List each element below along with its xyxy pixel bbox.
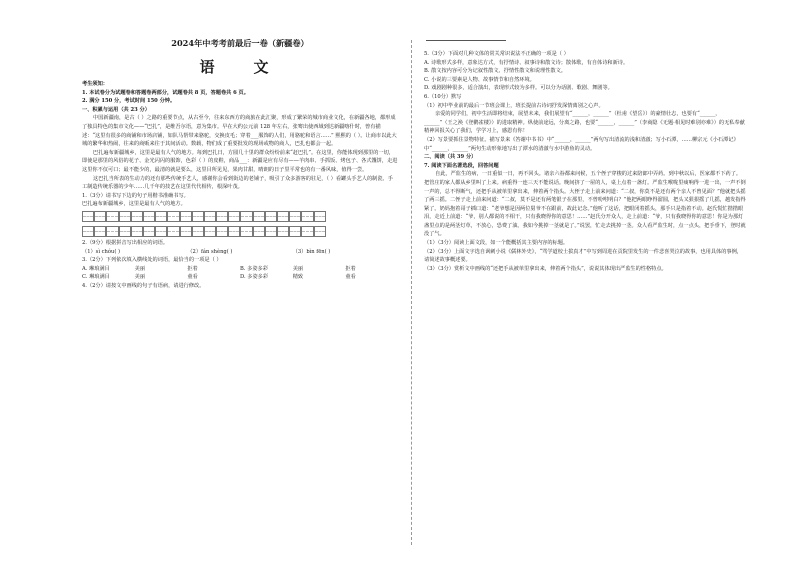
passage-paragraph-2: 巴扎遍布新疆城乡，这里是最有人气的地方。每到巴扎日，方圆几十里的群众纷纷前来“赶巴扎”。在这里，你能体现到那里的一切，即使是那里的风俗的花子、金光闪闪的服饰，色彩（ ）的皮鞋，商品___：新疆是应有尽有——羊肉串、手抓饭、烤包子、各式馕饼，走进这里你不仅可口；最不能少的，最清的就是要么，这里目所见见，果肉甘甜，晴朗的日子里平常也的有一番风味，值得一尝。 <box>82 149 398 173</box>
q3-option-row <box>82 265 398 274</box>
question-3: 3.（2分）下列依次填入横线处的词语，最恰当的一项是（ ） <box>82 257 222 264</box>
q2-item[interactable]: （3）bìn fēn( ) <box>292 248 331 255</box>
part1-heading: 一、积累与运用（共 23 分） <box>82 106 150 113</box>
grid-cell[interactable] <box>143 211 155 222</box>
option-word: 拒着 <box>345 265 356 272</box>
grid-cell[interactable] <box>265 211 277 222</box>
grid-cell[interactable] <box>204 226 216 237</box>
question-1: 1.（3分）请书写下边的句子用楷书准确书写。 <box>82 192 189 199</box>
q6-part-2: （2）写景要抓住景物特征。描写景来《答谢中书书》中“______，______”两句写出清流的浅和清澈；写小石潭，……柳宗元《小石潭记》中“______，______”两句生动形象地写出了潭水的清澈与水中游鱼的灵动。 <box>424 136 739 152</box>
notice-heading: 考生须知： <box>82 81 108 87</box>
grid-cell[interactable] <box>106 211 118 222</box>
option-word: 童看 <box>187 274 198 281</box>
grid-cell[interactable] <box>228 211 240 222</box>
grid-cell[interactable] <box>192 211 204 222</box>
passage-paragraph-1: 中国新疆南，是古（ ）之路的重要节点，从古至今，往来东西方的商旅在此汇聚，形成了繁荣的城市商业文化，在新疆各地，都形成了独具特色的集市文化——“巴扎”，是维吾尔语，意为集市。早在大约公元前 128 年左右，张骞出使西域到达新疆喀什时，曾有描述：“这里有很多的商铺和市场店铺，如队马帮带来骆驼，交换皮毛；穿着___服饰的人们，用骆驼和语言……” 熙熙的（ ）。让商市以此大城的繁华和热闹，往来的商贩来往于其间活动。数载，物们成了重要批发的现场或物的商人，巴扎也都会一起。 <box>82 115 397 148</box>
option-word: 精致 <box>292 274 304 281</box>
notice-item-1: 1. 本试卷分为试题卷和答题卷两部分，试题卷共 8 页，答题卷共 6 页。 <box>82 89 249 96</box>
grid-cell[interactable] <box>277 211 289 222</box>
subject-title: 语 文 <box>199 58 281 76</box>
question-6: 6.（10分）默写 <box>424 93 462 100</box>
grid-cell[interactable] <box>216 211 228 222</box>
option-word: 童看 <box>345 274 356 281</box>
grid-cell[interactable] <box>240 211 252 222</box>
passage-paragraph-3: 这巴扎当所表的生动力的还有那些传统手艺人，感谢你会看到街边的老铺子，吸引了众多游客的驻足，（ ）看罐头手艺人的制瓷、手工制造传统乐器的少年……几千年的技艺在这里代代相传，根深叶茂。 <box>82 175 393 191</box>
option-word: 美丽 <box>292 265 304 272</box>
exam-title: 2024年中考考前最后一卷（新疆卷） <box>171 38 309 48</box>
reading-question-1: （1）（3分）阅读上面文段，如一个能概括其主要内容的标题。 <box>424 240 569 247</box>
reading-passage: 自此，严监生的病，一日重似一日，再不回头。诸亲六眷都来问候，五个侄子穿梭的过来陪郎中弄药。到中秋以后，医家都不下药了。把管庄的家人都从乡里叫了上来。病重得一连三天不能说话。晚间挤了一屋的人，桌上点着一盏灯。严监生喉咙里痰响得一进一出，一声不倒一声的，总不得断气，还把手从被单里拿出来，伸着两个指头。大侄子走上前来问道：“二叔，你莫不是还有两个亲人不曾见面？”他就把头摇了两三摇。二侄子走上前来问道：“二叔，莫不是还有两笔银子在那里，不曾吩咐明白？”他把两眼睁得溜圆，把头又狠狠摇了几摇，越发指得紧了。奶妈抱着哥子插口道：“老爷想是因两位舅爷不在跟前，故此记念。”他听了这话，把眼闭着摇头，那手只是指着不动。赵氏慌忙揩揩眼泪，走近上前道：“爷，别人都说的不相干，只有我晓得你的意思！……”赵氏分开众人，走上前道：“爷，只有我晓得你的意思！你是为那灯盏里点的是两茎灯草，不放心，恐费了油。我如今挑掉一茎就是了。”说罢，忙走去挑掉一茎。众人看严监生时，点一点头，把手垂下，登时就没了气。 <box>424 171 746 238</box>
reading-heading: 7. 阅读下面名著选段，回答问题 <box>424 162 499 169</box>
q2-items <box>82 248 398 257</box>
grid-cell[interactable] <box>180 211 192 222</box>
grid-cell[interactable] <box>94 226 106 237</box>
grid-cell[interactable] <box>314 226 326 237</box>
grid-cell[interactable] <box>131 211 143 222</box>
grid-cell[interactable] <box>301 211 313 222</box>
header-rule <box>426 40 506 41</box>
option-word: 美丽 <box>134 265 146 272</box>
grid-cell[interactable] <box>228 226 240 237</box>
option-word: 美丽 <box>134 274 146 281</box>
grid-cell[interactable] <box>82 211 94 222</box>
grid-cell[interactable] <box>314 211 326 222</box>
option-d[interactable]: D. 多姿多彩 <box>240 274 269 281</box>
grid-cell[interactable] <box>301 226 313 237</box>
q5-option-c[interactable]: C. 小说的三要素是人物、故事情节和自然环境。 <box>424 76 535 83</box>
grid-cell[interactable] <box>119 211 131 222</box>
column-divider <box>411 40 412 545</box>
grid-cell[interactable] <box>143 226 155 237</box>
grid-cell[interactable] <box>277 226 289 237</box>
question-2: 2.（9分）根据拼音写出相应的词语。 <box>82 239 169 246</box>
grid-cell[interactable] <box>289 226 301 237</box>
writing-grid-row-1[interactable] <box>82 211 398 222</box>
option-word: 拒着 <box>187 265 198 272</box>
q3-option-row <box>82 273 398 282</box>
grid-cell[interactable] <box>155 211 167 222</box>
grid-cell[interactable] <box>167 211 179 222</box>
option-a[interactable]: A. 琳琅满目 <box>82 265 110 272</box>
grid-cell[interactable] <box>82 226 94 237</box>
grid-cell[interactable] <box>289 211 301 222</box>
grid-cell[interactable] <box>265 226 277 237</box>
grid-cell[interactable] <box>192 226 204 237</box>
q5-option-d[interactable]: D. 戏剧剧种很多，适合演出，表现形式较为多样。可以分为话剧、歌剧、舞剧等。 <box>424 85 613 92</box>
reading-question-2: （2）（3分）上面文字选自讽刺小说《儒林外史》，“骂学道校士拔真才”中写到周进在贡院里发生的一件悲喜哭泣的故事，也用具体的事例，请简述故事概述要。 <box>424 248 742 264</box>
grid-cell[interactable] <box>131 226 143 237</box>
part2-heading: 二、阅读（共 39 分） <box>424 154 477 161</box>
writing-grid-row-2[interactable] <box>82 226 398 237</box>
q6-paragraph: 亲爱的同学们，初中生活即将结束，展望未来，我们展望有“______，______”（杜甫《望岳》）的豪情壮志，也要有“______，______”（王之涣《登鹳雀楼》）的进取精神。纵使前途远，分离之路，也要“______，______”（李商隐《无题·相见时难别亦难》）的无私奉献精神回报关心了我们，学学习上，感恩有你！ <box>424 111 745 135</box>
q5-option-a[interactable]: A. 诗歌形式多样，意象达方式，有抒情诗、叙事诗和散文诗；散体歌，有自体诗和新诗。 <box>424 59 629 66</box>
option-c[interactable]: C. 琳琅满目 <box>82 274 110 281</box>
grid-cell[interactable] <box>94 211 106 222</box>
q2-item[interactable]: （2）fán shèng( ) <box>187 248 233 255</box>
grid-cell[interactable] <box>180 226 192 237</box>
option-b[interactable]: B. 多姿多彩 <box>240 265 268 272</box>
grid-cell[interactable] <box>204 211 216 222</box>
grid-cell[interactable] <box>155 226 167 237</box>
grid-cell[interactable] <box>216 226 228 237</box>
q6-part-1: （1）初中毕业前的最后一节班会课上，班长提前古诗词抒发深情离别之心声。 <box>424 102 604 109</box>
question-4: 4.（2分）请按文中画线的句子有语病，请进行修改。 <box>82 282 205 289</box>
grid-cell[interactable] <box>119 226 131 237</box>
grid-cell[interactable] <box>106 226 118 237</box>
grid-cell[interactable] <box>253 226 265 237</box>
q1-sentence: 巴扎遍布新疆城乡，这里是最有人气的地方。 <box>82 201 186 208</box>
reading-question-3: （3）（3分）赏析文中画线的“还把手从被单里拿出来，伸着两个指头”，说说其体现出严监生的性格特点。 <box>424 265 667 272</box>
question-5: 5.（3分）下面对几种文体的常关常识说法不正确的一项是（ ） <box>424 51 569 57</box>
notice-item-2: 2. 满分 150 分，考试时间 150 分钟。 <box>82 98 176 105</box>
q5-option-b[interactable]: B. 散文按内容可分为记叙性散文、抒情性散文和说理性散文。 <box>424 68 566 75</box>
grid-cell[interactable] <box>253 211 265 222</box>
grid-cell[interactable] <box>240 226 252 237</box>
q2-item[interactable]: （1）sì chóu( ) <box>82 248 121 255</box>
grid-cell[interactable] <box>167 226 179 237</box>
